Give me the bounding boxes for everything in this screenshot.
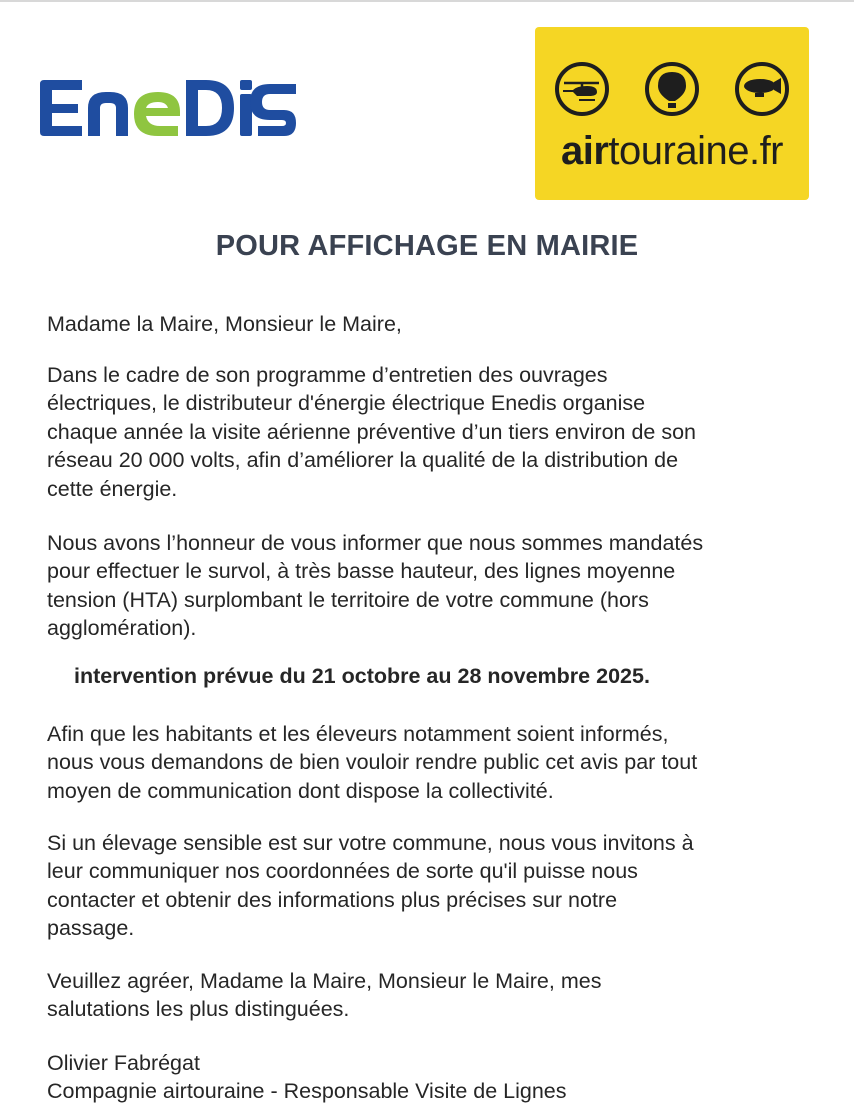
paragraph-line: pour effectuer le survol, à très basse hauteur, des lignes moyenne [47,559,676,584]
paragraph-line: tension (HTA) surplombant le territoire de votre commune (hors [47,587,649,612]
closing-line: Veuillez agréer, Madame la Maire, Monsieur le Maire, mes [47,969,602,993]
paragraph-line: cette énergie. [47,476,178,501]
hot-air-balloon-icon [647,64,697,114]
paragraph-line: moyen de communication dont dispose la collectivité. [47,778,554,803]
intervention-dates: intervention prévue du 21 octobre au 28 novembre 2025. [74,664,650,688]
paragraph-line: contacter et obtenir des informations plus précises sur notre [47,887,618,912]
air-brand-rest: touraine.fr [608,129,784,173]
paragraph-line: chaque année la visite aérienne préventive d’un tiers environ de son [47,419,697,444]
helicopter-icon [557,64,607,114]
salutation: Madame la Maire, Monsieur le Maire, [47,312,402,336]
paragraph-line: réseau 20 000 volts, afin d’améliorer la qualité de la distribution de [47,448,679,473]
top-border [0,0,854,2]
air-logo-icons [555,61,789,117]
airtouraine-brand [535,129,809,174]
airtouraine-logo [535,27,809,200]
paragraph-line: Si un élevage sensible est sur votre commune, nous vous invitons à [47,831,694,855]
paragraph-line: nous vous demandons de bien vouloir rendre public cet avis par tout [47,750,698,775]
paragraph-3 [47,720,817,805]
paragraph-1 [47,361,817,503]
air-brand-bold: air [560,129,609,173]
paragraph-line: Dans le cadre de son programme d’entretien des ouvrages [47,363,608,387]
signature-role: Compagnie airtouraine - Responsable Visite de Lignes [47,1079,567,1104]
paragraph-line: Afin que les habitants et les éleveurs notamment soient informés, [47,722,669,746]
signature [47,1049,817,1106]
paragraph-line: Nous avons l’honneur de vous informer que nous sommes mandatés [47,531,704,555]
paragraph-line: électriques, le distributeur d'énergie électrique Enedis organise [47,391,646,416]
paragraph-line: agglomération). [47,616,197,641]
closing [47,967,817,1024]
closing-line: salutations les plus distinguées. [47,997,350,1022]
airship-icon [737,64,787,114]
page-title: POUR AFFICHAGE EN MAIRIE [215,230,639,262]
enedis-logo [38,78,298,138]
paragraph-line: leur communiquer nos coordonnées de sorte qu'il puisse nous [47,859,638,884]
paragraph-line: passage. [47,916,135,941]
signature-name: Olivier Fabrégat [47,1051,200,1075]
paragraph-2 [47,529,817,643]
paragraph-4 [47,829,817,943]
